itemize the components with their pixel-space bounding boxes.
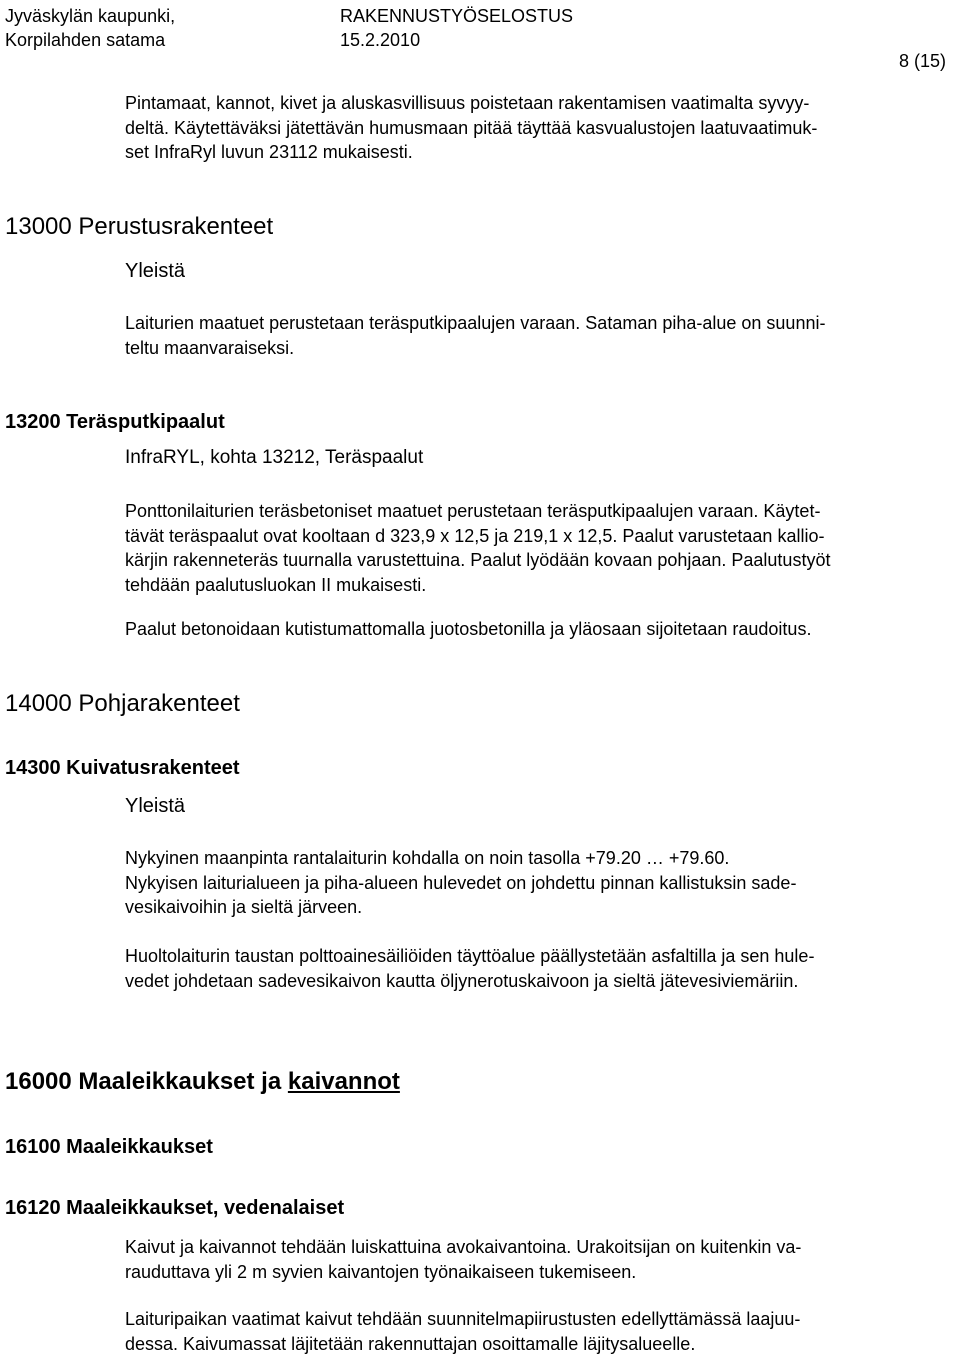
text-line: vedet johdetaan sadevesikaivon kautta öljynerotuskaivoon ja sieltä jätevesiviemäriin. — [125, 970, 799, 991]
page-number: 8 (15) — [898, 51, 946, 71]
heading-14000: 14000 Pohjarakenteet — [5, 690, 240, 717]
heading-16000 — [5, 1067, 400, 1097]
paragraph-intro — [125, 91, 933, 165]
heading-16000-underlined: kaivannot — [287, 1068, 400, 1095]
text-line: dessa. Kaivumassat läjitetään rakennuttajan osoittamalle läjitysalueelle. — [125, 1333, 696, 1354]
header-site: Korpilahden satama — [5, 30, 166, 50]
text-line: Kaivut ja kaivannot tehdään luiskattuina avokaivantoina. Urakoitsijan on kuitenkin va- — [125, 1237, 802, 1257]
paragraph-16120 — [125, 1235, 933, 1284]
text-line: tävät teräspaalut ovat kooltaan d 323,9 x 12,5 ja 219,1 x 12,5. Paalut varustetaan kallio- — [125, 525, 825, 546]
paragraph-13200 — [125, 499, 933, 597]
subheading-general-1: Yleistä — [125, 260, 186, 282]
heading-13000: 13000 Perustusrakenteet — [5, 213, 274, 240]
header-doc-title: RAKENNUSTYÖSELOSTUS — [340, 6, 574, 26]
header-organization — [5, 4, 175, 52]
text-line: tehdään paalutusluokan II mukaisesti. — [125, 574, 427, 595]
text-line: Laituripaikan vaatimat kaivut tehdään suunnitelmapiirustusten edellyttämässä laajuu- — [125, 1309, 801, 1329]
heading-14300: 14300 Kuivatusrakenteet — [5, 757, 240, 779]
heading-16100: 16100 Maaleikkaukset — [5, 1136, 213, 1158]
text-line: Laiturien maatuet perustetaan teräsputkipaalujen varaan. Sataman piha-alue on suunni- — [125, 313, 826, 333]
paragraph-14300-fuel — [125, 944, 933, 993]
text-line: Ponttonilaiturien teräsbetoniset maatuet perustetaan teräsputkipaalujen varaan. Käytet- — [125, 501, 821, 521]
text-line: rauduttava yli 2 m syvien kaivantojen työnaikaiseen tukemiseen. — [125, 1261, 637, 1282]
header-doc-date: 15.2.2010 — [340, 30, 421, 50]
text-line: Nykyinen maanpinta rantalaiturin kohdalla on noin tasolla +79.20 … +79.60. — [125, 848, 730, 868]
paragraph-16120-disposal — [125, 1307, 933, 1356]
paragraph-14300 — [125, 846, 933, 920]
text-line: set InfraRyl luvun 23112 mukaisesti. — [125, 142, 413, 163]
text-line: vesikaivoihin ja sieltä järveen. — [125, 897, 363, 918]
text-line: kärjin rakenneteräs tuurnalla varustettuina. Paalut lyödään kovaan pohjaan. Paalutustyöt — [125, 550, 831, 571]
heading-13200: 13200 Teräsputkipaalut — [5, 411, 225, 433]
paragraph-13000 — [125, 311, 933, 360]
heading-16000-text: 16000 Maaleikkaukset ja — [5, 1068, 288, 1095]
text-line: Huoltolaiturin taustan polttoainesäiliöiden täyttöalue päällystetään asfaltilla ja sen hule- — [125, 946, 815, 966]
text-line: teltu maanvaraiseksi. — [125, 337, 295, 358]
header-document — [340, 4, 573, 52]
paragraph-13200-grouting: Paalut betonoidaan kutistumattomalla juotosbetonilla ja yläosaan sijoitetaan raudoitus. — [125, 619, 812, 639]
text-line: Pintamaat, kannot, kivet ja aluskasvillisuus poistetaan rakentamisen vaatimalta syvyy- — [125, 93, 810, 113]
subheading-general-2: Yleistä — [125, 795, 186, 817]
text-line: deltä. Käytettäväksi jätettävän humusmaan pitää täyttää kasvualustojen laatuvaatimuk- — [125, 117, 818, 138]
text-line: Nykyisen laiturialueen ja piha-alueen hulevedet on johdettu pinnan kallistuksin sade- — [125, 872, 797, 893]
header-city: Jyväskylän kaupunki, — [5, 6, 176, 26]
subheading-infraryl: InfraRYL, kohta 13212, Teräspaalut — [125, 447, 424, 468]
heading-16120: 16120 Maaleikkaukset, vedenalaiset — [5, 1197, 345, 1219]
